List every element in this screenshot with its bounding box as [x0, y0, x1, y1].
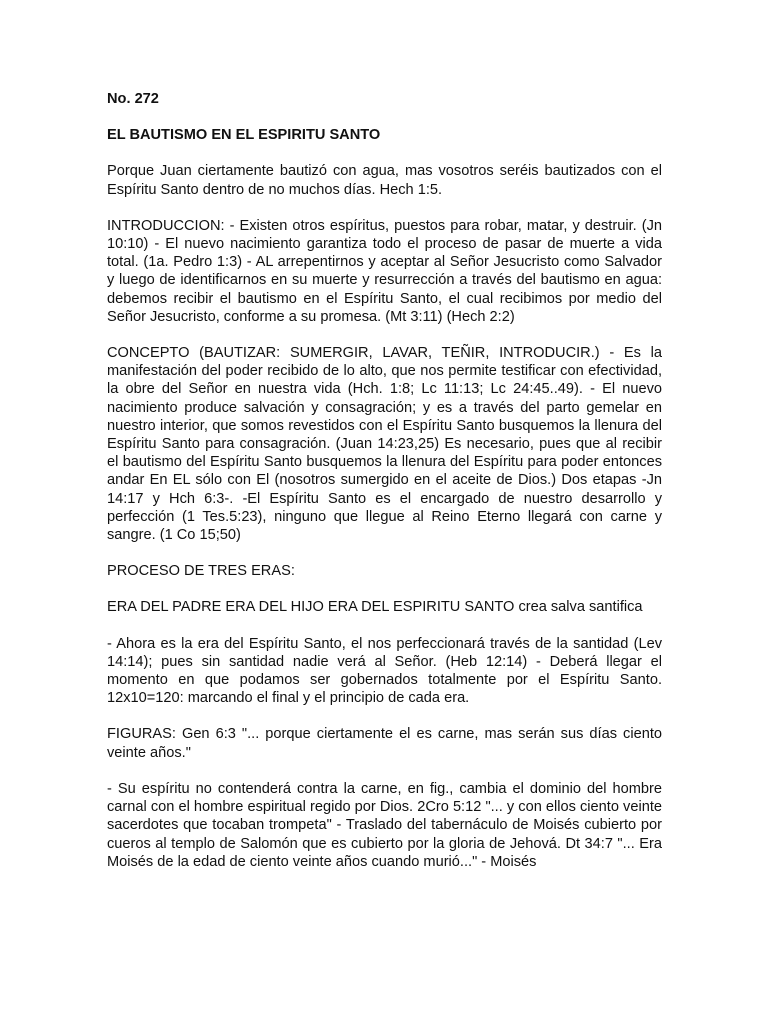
paragraph-era-espiritu: - Ahora es la era del Espíritu Santo, el nos perfeccionará través de la santidad (Lev 14:14); pues sin santidad nadie verá al Señor. (Heb 12:14) - Deberá llegar el momento en que podamos ser gobernados totalmente por el Espíritu Santo. 12x10=120: marcando el final y el principio de cada era.: [107, 635, 662, 707]
paragraph-epigraph: Porque Juan ciertamente bautizó con agua, mas vosotros seréis bautizados con el Espíritu Santo dentro de no muchos días. Hech 1:5.: [107, 163, 662, 198]
document-title: EL BAUTISMO EN EL ESPIRITU SANTO: [107, 127, 381, 144]
paragraph-su-espiritu: - Su espíritu no contenderá contra la carne, en fig., cambia el dominio del hombre carnal con el hombre espiritual regido por Dios. 2Cro 5:12 "... y con ellos ciento veinte sacerdotes que tocaban trompeta" - Traslado del tabernáculo de Moisés cubierto por cueros al templo de Salomón que es cubierto por la gloria de Jehová. Dt 34:7 "... Era Moisés de la edad de ciento veinte años cuando murió..." - Moisés: [107, 780, 662, 870]
paragraph-concepto: CONCEPTO (BAUTIZAR: SUMERGIR, LAVAR, TEÑIR, INTRODUCIR.) - Es la manifestación del poder recibido de lo alto, que nos permite testificar con efectividad, la obre del Señor en nuestra vida (Hch. 1:8; Lc 11:13; Lc 24:45..49). - El nuevo nacimiento produce salvación y consagración; y es a través del parto gemelar en nuestro interior, que somos revestidos con el Espíritu Santo busquemos la llenura del Espíritu Santo para consagración. (Juan 14:23,25) Es necesario, pues que al recibir el bautismo del Espíritu Santo busquemos la llenura del Espíritu para poder entonces andar En EL sólo con El (nosotros sumergido en el aceite de Dios.) Dos etapas -Jn 14:17 y Hch 6:3-. -El Espíritu Santo es el encargado de nuestro desarrollo y perfección (1 Tes.5:23), ninguno que llegue al Reino Eterno llegará con carne y sangre. (1 Co 15;50): [107, 345, 662, 544]
document-number: No. 272: [107, 91, 159, 107]
paragraph-figuras: FIGURAS: Gen 6:3 "... porque ciertamente el es carne, mas serán sus días ciento veinte años.": [107, 726, 662, 761]
paragraph-proceso-heading: PROCESO DE TRES ERAS:: [107, 563, 295, 580]
paragraph-eras: ERA DEL PADRE ERA DEL HIJO ERA DEL ESPIRITU SANTO crea salva santifica: [107, 599, 643, 616]
paragraph-introduccion: INTRODUCCION: - Existen otros espíritus, puestos para robar, matar, y destruir. (Jn 10:10) - El nuevo nacimiento garantiza todo el proceso de pasar de muerte a vida total. (1a. Pedro 1:3) - AL arrepentirnos y aceptar al Señor Jesucristo como Salvador y luego de identificarnos en su muerte y resurrección a través del bautismo en agua: debemos recibir el bautismo en el Espíritu Santo, el cual recibimos por medio del Señor Jesucristo, conforme a su promesa. (Mt 3:11) (Hech 2:2): [107, 217, 662, 325]
document-page: [107, 90, 662, 889]
